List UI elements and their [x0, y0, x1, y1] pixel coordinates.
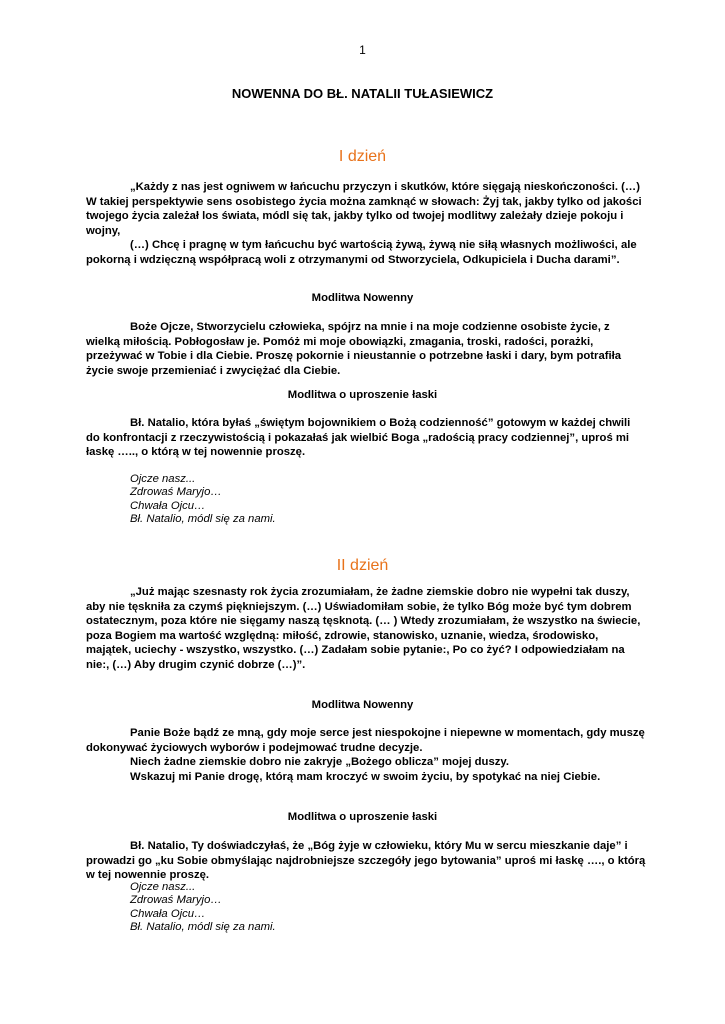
prayer-item: Zdrowaś Maryjo… [130, 894, 222, 907]
day2-quote [86, 585, 646, 673]
day2-novena-heading: Modlitwa Nowenny [311, 699, 414, 711]
prayer-item: Bł. Natalio, módl się za nami. [130, 921, 276, 934]
prayer-item: Ojcze nasz... [130, 473, 196, 485]
document-title: NOWENNA DO BŁ. NATALII TUŁASIEWICZ [231, 86, 494, 101]
prayer-item: Chwała Ojcu… [130, 907, 206, 920]
day1-prayers [130, 473, 276, 527]
day1-quote-part1: „Każdy z nas jest ogniwem w łańcuchu przyczyn i skutków, które sięgają nieskończoności. (…) W takiej perspektywie sens osobistego życia można zamknąć w słowach: Żyj tak, jakby tylko od jakości twojego życia zależał los świata, módl się tak, jakby tylko od twojej modlitwy zależały dzieje pokoju i wojny, [86, 181, 642, 237]
day1-novena-paragraph: Boże Ojcze, Stworzycielu człowieka, spójrz na mnie i na moje codzienne osobiste życie, z wielką miłością. Pobłogosław je. Pomóż mi moje obowiązki, zmagania, troski, radości, porażki, przeżywać w Tobie i dla Ciebie. Proszę pokornie i nieustannie o potrzebne łaski i dary, bym potrafiła życie swoje przemieniać i zwyciężać dla Ciebie. [86, 321, 622, 377]
day1-novena-text [86, 320, 646, 378]
prayer-item: Zdrowaś Maryjo… [130, 486, 222, 499]
day2-novena-part1: Panie Boże bądź ze mną, gdy moje serce jest niespokojne i niepewne w momentach, gdy muszę dokonywać życiowych wyborów i podejmować trudne decyzje. [86, 727, 645, 754]
prayer-item: Chwała Ojcu… [130, 499, 206, 512]
day2-heading: II dzień [336, 557, 389, 574]
day1-quote [86, 180, 646, 268]
day1-grace-paragraph: Bł. Natalio, która byłaś „świętym bojownikiem o Bożą codzienność” gotowym w każdej chwili do konfrontacji z rzeczywistością i pokazałaś jak wielbić Boga „radością pracy codziennej”, uproś mi łaskę ….., o którą w tej nowennie proszę. [86, 417, 631, 459]
prayer-item: Ojcze nasz... [130, 881, 196, 893]
day2-novena-part3: Wskazuj mi Panie drogę, którą mam kroczyć w swoim życiu, by spotykać na niej Ciebie. [130, 770, 601, 783]
page-number: 1 [359, 43, 366, 57]
day1-grace-heading: Modlitwa o uproszenie łaski [287, 389, 438, 401]
day1-heading: I dzień [338, 148, 387, 165]
day1-grace-text [86, 416, 646, 460]
day2-quote-paragraph: „Już mając szesnasty rok życia zrozumiałam, że żadne ziemskie dobro nie wypełni tak duszy, aby nie tęskniła za czymś piękniejszym. (…) Uświadomiłam sobie, że tylko Bóg może być tym dobrem ostatecznym, poza które nie sięgamy naszą tęsknotą. (… ) Wtedy zrozumiałam, że wszystko na świecie, poza Bogiem ma wartość względną: miłość, zdrowie, stanowisko, uznanie, wiedza, środowisko, majątek, uciechy - wszystko, wszystko. (…) Zadałam sobie pytanie:, Po co żyć? I odpowiedziałam na nie:, (…) Aby drugim czynić dobrze (…)”. [86, 586, 641, 671]
day2-grace-heading: Modlitwa o uproszenie łaski [287, 811, 438, 823]
prayer-item: Bł. Natalio, módl się za nami. [130, 513, 276, 526]
day1-quote-part2: (…) Chcę i pragnę w tym łańcuchu być wartością żywą, żywą nie siłą własnych możliwości, ale pokorną i wdzięczną współpracą woli z otrzymanymi od Stworzyciela, Odkupiciela i Ducha darami”. [86, 239, 637, 266]
day2-grace-text [86, 839, 646, 883]
day2-novena-text [86, 726, 646, 784]
day2-novena-part2: Niech żadne ziemskie dobro nie zakryje „Bożego oblicza” mojej duszy. [130, 756, 509, 769]
day2-grace-paragraph: Bł. Natalio, Ty doświadczyłaś, że „Bóg żyje w człowieku, który Mu w sercu mieszkanie daje” i prowadzi go „ku Sobie obmyślając najdrobniejsze szczegóły jego bytowania” uproś mi łaskę …., o którą w tej nowennie proszę. [86, 840, 646, 882]
day1-novena-heading: Modlitwa Nowenny [311, 292, 414, 304]
day2-prayers [130, 881, 276, 935]
